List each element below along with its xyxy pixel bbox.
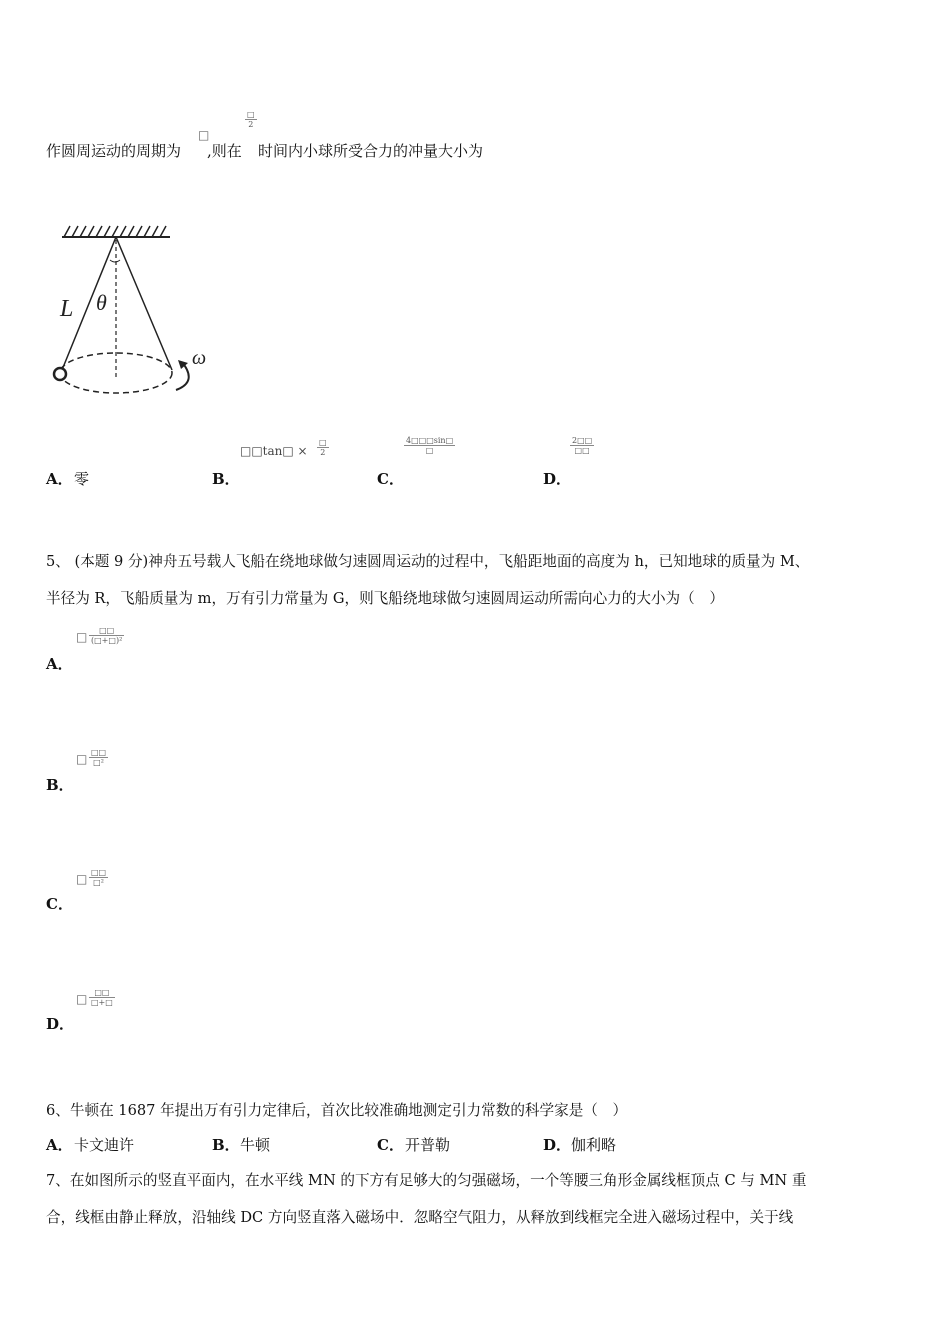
ball	[54, 368, 66, 380]
q4-option-b-formula: □□tan□ ×	[240, 444, 308, 458]
label-angle: θ	[96, 290, 107, 315]
q5-option-d-fraction	[89, 988, 115, 1007]
q5-option-b-letter: B．	[46, 776, 74, 794]
conical-pendulum-figure	[50, 222, 210, 402]
label-length: L	[60, 296, 74, 322]
q6-option-c-text: 开普勒	[405, 1136, 451, 1154]
q4-option-a-text: 零	[74, 470, 90, 488]
denominator: □²	[93, 878, 104, 887]
numerator: □	[319, 438, 327, 447]
q4-option-d-fraction	[570, 436, 594, 455]
q5-option-a-letter: A．	[46, 655, 73, 673]
denominator: 2	[320, 448, 326, 457]
period-symbol: □	[198, 128, 210, 142]
q6-option-b-letter: B．	[212, 1136, 240, 1154]
q5-option-d-prefix: □	[76, 992, 88, 1006]
numerator: □□	[94, 988, 110, 997]
q6-option-c-letter: C．	[377, 1136, 404, 1154]
q4-option-a-letter: A．	[46, 470, 73, 488]
q5-option-b-fraction	[89, 748, 108, 767]
q5-option-a-fraction	[89, 626, 124, 645]
intro-text-3: 时间内小球所受合力的冲量大小为	[258, 142, 484, 160]
q4-option-c-fraction	[404, 436, 455, 455]
q6-option-a-letter: A．	[46, 1136, 73, 1154]
q5-line-1: 5、 (本题 9 分)神舟五号载人飞船在绕地球做匀速圆周运动的过程中，飞船距地面的高度为 h，已知地球的质量为 M、	[46, 553, 810, 570]
interval-denominator: 2	[248, 120, 254, 129]
numerator: □□	[91, 868, 107, 877]
intro-text-1: 作圆周运动的周期为	[46, 142, 182, 160]
string-right	[116, 237, 172, 370]
q4-option-c-letter: C．	[377, 470, 404, 488]
q5-option-a-prefix: □	[76, 630, 88, 644]
q5-line-2: 半径为 R，飞船质量为 m，万有引力常量为 G，则飞船绕地球做匀速圆周运动所需向心力的大小为（ ）	[46, 590, 724, 607]
q6-option-d-text: 伽利略	[571, 1136, 617, 1154]
denominator: □	[425, 446, 434, 455]
denominator: □+□	[91, 998, 113, 1007]
ceiling	[62, 226, 170, 237]
numerator: 4□□□sin□	[406, 436, 454, 445]
q6-option-d-letter: D．	[543, 1136, 572, 1154]
q6-question: 6、牛顿在 1687 年提出万有引力定律后，首次比较准确地测定引力常数的科学家是（ ）	[46, 1102, 628, 1119]
angle-arc	[110, 260, 120, 262]
q6-option-a-text: 卡文迪许	[74, 1136, 135, 1154]
denominator: □□	[574, 446, 590, 455]
q5-option-c-fraction	[89, 868, 108, 887]
numerator: □□	[99, 626, 115, 635]
q7-line-1: 7、在如图所示的竖直平面内，在水平线 MN 的下方有足够大的匀强磁场，一个等腰三角形金属线框顶点 C 与 MN 重	[46, 1172, 807, 1189]
q5-option-c-letter: C．	[46, 895, 73, 913]
label-omega: ω	[192, 347, 207, 369]
interval-numerator: □	[247, 110, 255, 119]
q4-option-b-fraction	[317, 438, 329, 457]
denominator: (□+□)²	[91, 636, 123, 645]
q5-option-c-prefix: □	[76, 872, 88, 886]
q4-option-d-letter: D．	[543, 470, 572, 488]
intro-text-2: ,则在	[207, 142, 242, 160]
q4-option-b-letter: B．	[212, 470, 240, 488]
interval-fraction	[245, 110, 257, 129]
q7-line-2: 合，线框由静止释放，沿轴线 DC 方向竖直落入磁场中．忽略空气阻力，从释放到线框完全进入磁场过程中，关于线	[46, 1209, 794, 1226]
intro-line	[46, 140, 181, 161]
numerator: □□	[91, 748, 107, 757]
q6-option-b-text: 牛顿	[240, 1136, 271, 1154]
q5-option-b-prefix: □	[76, 752, 88, 766]
denominator: □²	[93, 758, 104, 767]
numerator: 2□□	[572, 436, 593, 445]
q5-option-d-letter: D．	[46, 1015, 75, 1033]
